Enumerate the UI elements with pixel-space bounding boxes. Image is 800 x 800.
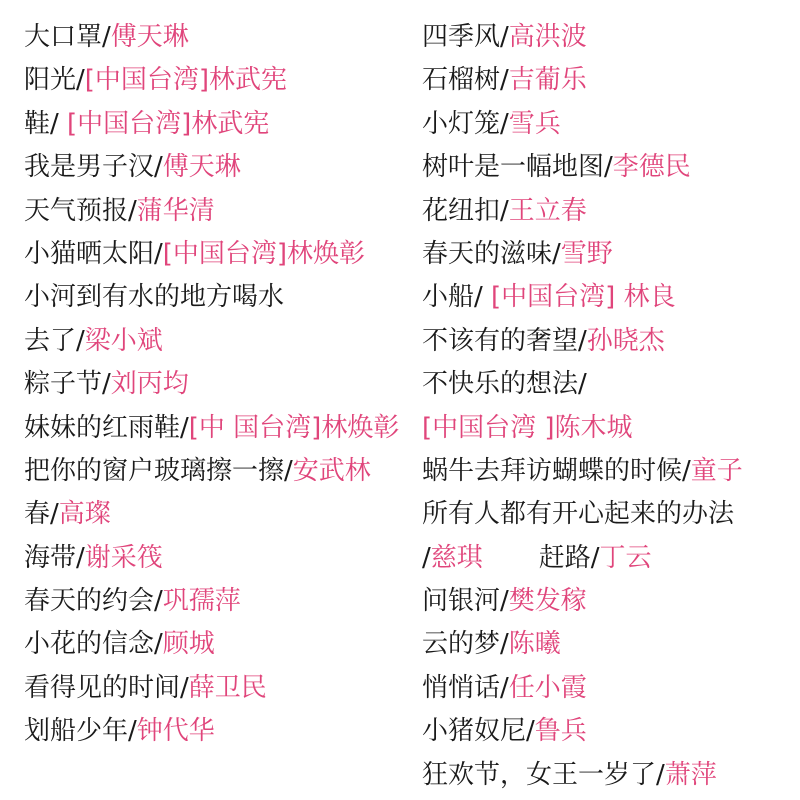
poem-author: 李德民: [612, 152, 691, 183]
poem-author: [中国台湾]林武宪: [67, 108, 270, 139]
list-item: [24, 233, 400, 276]
poem-title: 不快乐的想法/: [422, 369, 587, 400]
poem-title: 天气预报/: [24, 195, 137, 226]
list-item: [422, 450, 792, 493]
poem-title: 看得见的时间/: [24, 672, 189, 703]
list-item: [24, 623, 400, 666]
right-poem-list: [422, 16, 792, 797]
list-item: [422, 276, 792, 319]
poem-title: 鞋/: [24, 108, 68, 139]
poem-author: 童子: [690, 455, 743, 486]
poem-author: 鲁兵: [534, 716, 587, 747]
list-item: [422, 493, 792, 536]
poem-author: 孙晓杰: [586, 325, 665, 356]
poem-author: 任小霞: [508, 672, 587, 703]
poem-title: 把你的窗户玻璃擦一擦/: [24, 455, 293, 486]
poem-title: 四季风/: [422, 22, 509, 52]
poem-title: 小河到有水的地方喝水: [24, 282, 285, 313]
poem-author: [中国台湾]林武宪: [84, 65, 288, 96]
poem-title: 阳光/: [24, 65, 85, 96]
poem-title: 云的梦/: [422, 629, 509, 660]
poem-author: [中国台湾]林焕彰: [162, 238, 366, 269]
poem-title: /: [422, 542, 431, 573]
poem-title: 小花的信念/: [24, 629, 163, 660]
list-item: [24, 363, 400, 406]
poem-author: 谢采筏: [84, 542, 163, 573]
poem-author: 安武林: [292, 455, 371, 486]
poem-title: 问银河/: [422, 586, 509, 617]
poem-author: [中 国台湾]林焕彰: [188, 412, 400, 443]
list-item: [422, 16, 792, 59]
list-item: [24, 16, 400, 59]
poem-title: 小灯笼/: [422, 108, 509, 139]
poem-title: 划船少年/: [24, 716, 137, 747]
list-item: [422, 233, 792, 276]
poem-author: 薛卫民: [188, 672, 267, 703]
poem-author: 萧萍: [664, 759, 717, 790]
list-item: [422, 710, 792, 753]
list-item: [422, 580, 792, 623]
poem-author: [中国台湾] 林良: [491, 282, 676, 313]
poem-author: 梁小斌: [84, 325, 163, 356]
poem-author: 顾城: [162, 629, 215, 660]
list-item: [422, 407, 792, 450]
poem-title: 粽子节/: [24, 369, 111, 400]
poem-title: 春天的滋味/: [422, 238, 561, 269]
left-poem-list: [24, 16, 400, 754]
poem-title: 小猪奴尼/: [422, 716, 535, 747]
poem-title: 小猫晒太阳/: [24, 238, 163, 269]
list-item: [24, 59, 400, 102]
list-item: [422, 103, 792, 146]
poem-author: 陈曦: [508, 629, 561, 660]
poem-title: 小船/: [422, 282, 492, 313]
poem-title: 春/: [24, 499, 59, 530]
poem-author: 慈琪: [430, 542, 483, 573]
list-item: [24, 667, 400, 710]
list-item: [24, 276, 400, 319]
poem-author: 高璨: [58, 499, 111, 530]
poem-title: 蜗牛去拜访蝴蝶的时候/: [422, 455, 691, 486]
list-item: [24, 537, 400, 580]
poem-author: [中国台湾 ]陈木城: [422, 412, 633, 443]
list-item: [422, 623, 792, 666]
poem-title: 赶路/: [538, 542, 600, 573]
poem-author: 吉葡乐: [508, 65, 587, 96]
poem-author: 刘丙均: [110, 369, 189, 400]
poem-title: 悄悄话/: [422, 672, 509, 703]
poem-title: 春天的约会/: [24, 586, 163, 617]
list-item: [422, 59, 792, 102]
list-item: [24, 493, 400, 536]
poem-author: 巩孺萍: [162, 586, 241, 617]
poem-title: 狂欢节，女王一岁了/: [422, 759, 665, 790]
poem-author: 傅天琳: [110, 22, 189, 52]
poem-title: 妹妹的红雨鞋/: [24, 412, 189, 443]
poem-title: 大口罩/: [24, 22, 111, 52]
list-item: [24, 320, 400, 363]
list-item: [422, 190, 792, 233]
list-item: [24, 580, 400, 623]
list-item: [24, 146, 400, 189]
poem-author: 钟代华: [136, 716, 215, 747]
poem-author: 蒲华清: [136, 195, 215, 226]
poem-author: 丁云: [599, 542, 652, 573]
poem-title: 花纽扣/: [422, 195, 509, 226]
poem-title: 树叶是一幅地图/: [422, 152, 613, 183]
poem-title: 不该有的奢望/: [422, 325, 587, 356]
list-item: [24, 190, 400, 233]
poem-author: 高洪波: [508, 22, 587, 52]
poem-author: 傅天琳: [162, 152, 241, 183]
poem-author: 樊发稼: [508, 586, 587, 617]
list-item: [24, 103, 400, 146]
list-item: [24, 450, 400, 493]
list-item: [422, 667, 792, 710]
list-item: [24, 710, 400, 753]
poem-author: 王立春: [508, 195, 587, 226]
poem-author: 雪兵: [508, 108, 561, 139]
list-item: [422, 320, 792, 363]
list-item: [422, 146, 792, 189]
poem-author: 雪野: [560, 238, 613, 269]
poem-title: 石榴树/: [422, 65, 509, 96]
poem-title: 去了/: [24, 325, 85, 356]
poem-title: 我是男子汉/: [24, 152, 163, 183]
list-item: [422, 363, 792, 406]
poem-title: 所有人都有开心起来的办法: [422, 499, 735, 530]
poem-title: 海带/: [24, 542, 85, 573]
list-item: [422, 754, 792, 797]
list-item: [24, 407, 400, 450]
list-item: [422, 537, 792, 580]
